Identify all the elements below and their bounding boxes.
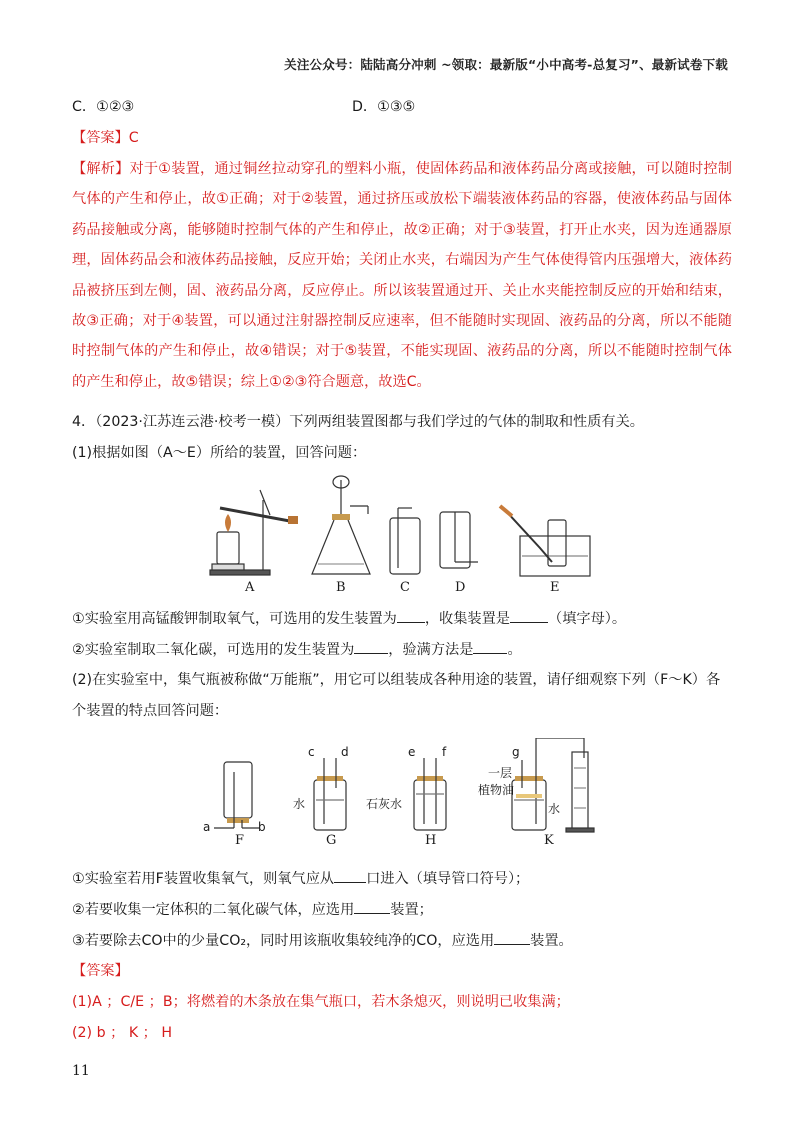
label-a: A — [245, 580, 255, 595]
q4-part1-intro: (1)根据如图（A～E）所给的装置，回答问题： — [72, 445, 367, 461]
stand-base — [210, 570, 270, 575]
port-g: g — [512, 745, 520, 759]
port-a: a — [203, 820, 211, 834]
q4-answer-label: 【答案】 — [72, 963, 129, 979]
label-g: G — [326, 833, 337, 848]
q4-answer-2: (2) b ； K ； H — [72, 1025, 172, 1041]
q4-answer-1: (1)A ；C/E ；B；将燃着的木条放在集气瓶口，若木条熄灭，则说明已收集满； — [72, 994, 570, 1010]
limewater-label: 石灰水 — [366, 797, 403, 811]
port-b: b — [258, 820, 266, 834]
q4-2-item2: ②若要收集一定体积的二氧化碳气体，应选用 装置； — [72, 899, 433, 920]
label-f: F — [235, 833, 245, 848]
apparatus-figure-ae — [200, 470, 600, 598]
port-f: f — [442, 745, 447, 759]
port-d: d — [341, 745, 349, 759]
page-header: 关注公众号：陆陆高分冲刺 ~领取：最新版“小中高考-总复习”、最新试卷下载 — [284, 57, 728, 72]
oil-label-1: 一层 — [488, 766, 513, 780]
label-b: B — [336, 580, 346, 595]
label-c: C — [400, 580, 410, 595]
answer-value: C — [128, 130, 139, 146]
water-label-k: 水 — [548, 802, 561, 816]
port-c: c — [308, 745, 315, 759]
q3-analysis: 【解析】对于①装置，通过铜丝拉动穿孔的塑料小瓶，使固体药品和液体药品分离或接触，可以随时控制气体的产生和停止，故①正确；对于②装置，通过挤压或放松下端装液体药品的容器，使液体药品与固体药品接触或分离，能够随时控制气体的产生和停止，故②正确；对于③装置，打开止水夹，因为连通器原理，固体药品会和液体药品接触，反应开始；关闭止水夹，右端因为产生气体使得管内压强增大，液体药品被挤压到左侧，固、液药品分离，反应停止。所以该装置通过开、关止水夹能控制反应的开始和结束，故③正确；对于④装置，可以通过注射器控制反应速率，但不能随时实现固、液药品的分离，所以不能随时控制气体的产生和停止，故④错误；对于⑤装置，不能实现固、液药品的分离，所以不能随时控制气体的产生和停止，故⑤错误；综上①②③符合题意，故选C。 — [72, 161, 732, 390]
label-k: K — [544, 833, 554, 848]
q4-part2-line1: (2)在实验室中，集气瓶被称做“万能瓶”，用它可以组装成各种用途的装置，请仔细观察下列（F～K）各 — [72, 672, 721, 688]
label-e: E — [550, 580, 560, 595]
q4-1-item2: ②实验室制取二氧化碳，可选用的发生装置为 ，验满方法是 。 — [72, 639, 522, 660]
q3-answer — [72, 128, 139, 148]
label-h: H — [425, 833, 437, 848]
option-c: C．①②③ — [72, 99, 135, 115]
q4-stem: 4．（2023·江苏连云港·校考一模）下列两组装置图都与我们学过的气体的制取和性质有关。 — [72, 414, 644, 430]
water-label-g: 水 — [293, 797, 306, 811]
port-e: e — [408, 745, 416, 759]
q4-2-item1: ①实验室若用F装置收集氧气，则氧气应从 口进入（填导管口符号）； — [72, 868, 529, 889]
oil-label-2: 植物油 — [478, 783, 515, 797]
q4-part2-line2: 个装置的特点回答问题： — [72, 703, 229, 719]
q4-2-item3: ③若要除去CO中的少量CO₂，同时用该瓶收集较纯净的CO，应选用 装置。 — [72, 930, 573, 951]
option-d: D．①③⑤ — [352, 99, 416, 115]
answer-label: 【答案】 — [72, 130, 129, 146]
label-d: D — [455, 580, 466, 595]
page-number: 11 — [72, 1063, 90, 1079]
q4-1-item1: ①实验室用高锰酸钾制取氧气，可选用的发生装置为 ，收集装置是 （填字母）。 — [72, 608, 626, 629]
